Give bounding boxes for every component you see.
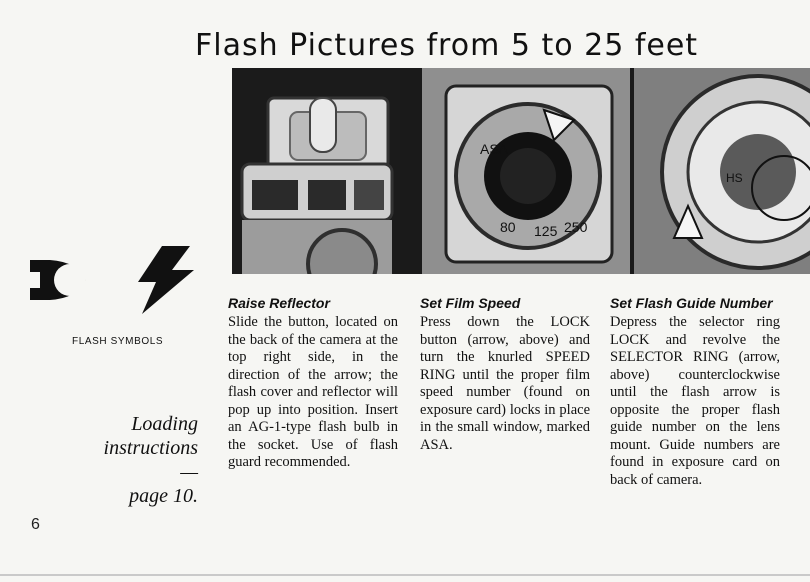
speed-ring-term: SPEED RING xyxy=(420,349,590,383)
speed-ring-illustration xyxy=(422,68,630,274)
speed-125-label: 125 xyxy=(534,223,558,239)
text-set-film-speed: Press down the LOCK button (arrow, above) and turn the knurled SPEED RING until the proper film speed number (found on exposure card) locks in place in the small window, marked ASA. xyxy=(420,314,590,453)
text-raise-reflector: Slide the button, located on the back of the camera at the top right side, in the direction of the arrow; the flash cover and reflector will pop up into position. Insert an AG-1-type flash bulb in the socket. Use of flash guard recommended. xyxy=(228,314,398,470)
lens-selector-illustration xyxy=(634,68,810,274)
flash-symbols-label: FLASH SYMBOLS xyxy=(72,336,164,347)
heading-raise-reflector: Raise Reflector xyxy=(228,295,330,311)
lock-term: LOCK xyxy=(550,314,590,330)
column-set-flash-guide-number xyxy=(610,294,780,489)
bottom-rule xyxy=(0,574,810,576)
selector-ring-term: SELECTOR RING xyxy=(610,349,729,365)
column-set-film-speed xyxy=(420,294,590,454)
hs-label: HS xyxy=(726,171,743,185)
heading-set-flash-guide-number: Set Flash Guide Number xyxy=(610,295,773,311)
camera-reflector-photo xyxy=(232,68,400,274)
photo-strip xyxy=(232,68,810,274)
lock-term: LOCK xyxy=(610,331,650,348)
camera-reflector-illustration xyxy=(232,68,400,274)
asa-label: ASA xyxy=(480,141,509,157)
loading-instructions: Loading instructions— page 10. xyxy=(103,413,198,507)
text-set-flash-guide-number: Depress the selector ring LOCK and revolve the SELECTOR RING (arrow, above) counterclockwise until the flash arrow is opposite the proper flash guide number on the lens mount. Guide numbers are found in exposure card on back of camera. xyxy=(610,314,780,488)
page-title: Flash Pictures from 5 to 25 feet xyxy=(195,28,699,63)
speed-250-label: 250 xyxy=(564,219,588,235)
page-number: 6 xyxy=(31,516,40,533)
speed-80-label: 80 xyxy=(500,219,516,235)
speed-ring-photo xyxy=(422,68,630,274)
flash-symbols xyxy=(18,240,218,320)
column-raise-reflector xyxy=(228,294,398,472)
reflector-icon xyxy=(30,260,86,300)
lens-selector-photo xyxy=(634,68,810,274)
heading-set-film-speed: Set Film Speed xyxy=(420,295,521,311)
lightning-bolt-icon xyxy=(138,246,194,314)
